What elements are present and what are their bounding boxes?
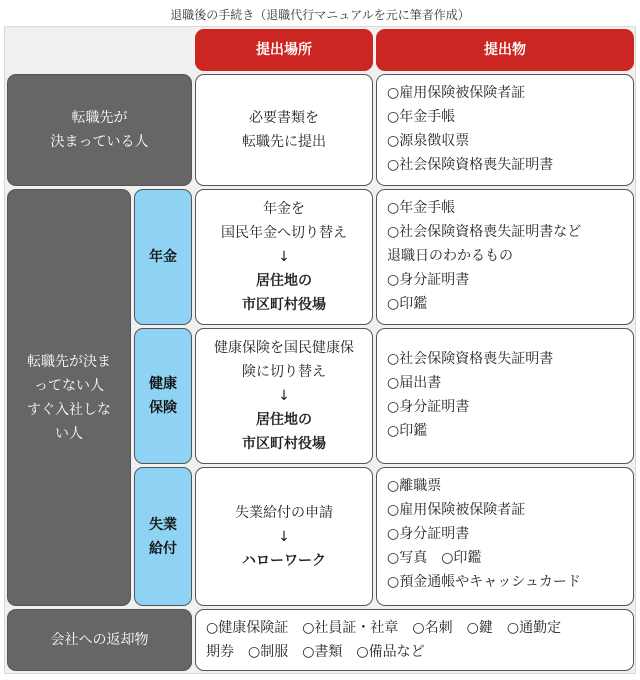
item: ○印鑑 <box>387 296 428 312</box>
caption: 退職後の手続き（退職代行マニュアルを元に筆者作成） <box>170 8 470 22</box>
place-line: 国民年金へ切り替え <box>221 225 347 241</box>
items-unemployment-benefit <box>376 467 634 606</box>
place-unemployment-benefit <box>195 467 373 606</box>
item: ○身分証明書 <box>387 272 470 288</box>
item: ○印鑑 <box>441 550 482 566</box>
label-line: すぐ入社しな <box>27 401 111 418</box>
item: ○届出書 <box>387 375 442 391</box>
label-unemployment-benefit <box>134 467 192 606</box>
item: ○源泉徴収票 <box>387 133 470 149</box>
item: ○預金通帳やキャッシュカード <box>387 574 581 590</box>
item: ○雇用保険被保険者証 <box>387 85 526 101</box>
place-pension <box>195 189 373 325</box>
place-line: 険に切り替え <box>242 364 326 380</box>
place-line: 健康保険を国民健康保 <box>214 340 354 356</box>
place-line-bold: 市区町村役場 <box>242 436 326 452</box>
label-line: 健康 <box>149 376 177 392</box>
label-health-insurance <box>134 328 192 464</box>
place-line-bold: 居住地の <box>256 273 312 289</box>
label-return-items: 会社への返却物 <box>7 609 192 671</box>
items-return <box>195 609 634 671</box>
label-line: 失業 <box>149 516 177 533</box>
procedure-table <box>4 26 636 674</box>
item: ○身分証明書 <box>387 399 470 415</box>
label-job-undecided <box>7 189 131 606</box>
item-pair <box>387 546 623 570</box>
item: ○雇用保険被保険者証 <box>387 502 526 518</box>
items-health-insurance <box>376 328 634 464</box>
arrow-down: ↓ <box>278 528 290 545</box>
label-pension: 年金 <box>134 189 192 325</box>
item-line: 期券 ○制服 ○書類 ○備品など <box>206 644 425 660</box>
header-place: 提出場所 <box>195 29 373 71</box>
place-line-bold: 市区町村役場 <box>242 297 326 313</box>
items-job-decided <box>376 74 634 186</box>
place-line: 年金を <box>263 201 305 217</box>
label-line: ってない人 <box>34 377 104 394</box>
item: 退職日のわかるもの <box>387 248 513 264</box>
place-line: 失業給付の申請 <box>235 504 333 521</box>
place-health-insurance <box>195 328 373 464</box>
place-line: 転職先に提出 <box>242 134 326 150</box>
header-items: 提出物 <box>376 29 634 71</box>
label-line: い人 <box>55 425 83 442</box>
label-line: 転職先が決ま <box>27 353 111 370</box>
item: ○印鑑 <box>387 423 428 439</box>
label-job-decided <box>7 74 192 186</box>
arrow-down: ↓ <box>278 388 290 404</box>
item-line: ○健康保険証 ○社員証・社章 ○名刺 ○鍵 ○通勤定 <box>206 620 562 636</box>
label-line: 給付 <box>149 540 177 557</box>
place-job-decided <box>195 74 373 186</box>
item: ○離職票 <box>387 478 442 494</box>
label-line: 決まっている人 <box>50 134 149 150</box>
place-line-bold: 居住地の <box>256 412 312 428</box>
items-pension <box>376 189 634 325</box>
place-line: 必要書類を <box>249 110 319 126</box>
item: ○身分証明書 <box>387 526 470 542</box>
item: ○社会保険資格喪失証明書 <box>387 351 554 367</box>
arrow-down: ↓ <box>278 249 290 265</box>
item: ○年金手帳 <box>387 109 456 125</box>
item: ○社会保険資格喪失証明書など <box>387 224 582 240</box>
label-line: 転職先が <box>71 110 128 126</box>
item: ○写真 <box>387 550 428 566</box>
item: ○社会保険資格喪失証明書 <box>387 157 554 173</box>
item: ○年金手帳 <box>387 200 456 216</box>
place-line-bold: ハローワーク <box>242 552 326 569</box>
label-line: 保険 <box>149 400 177 416</box>
